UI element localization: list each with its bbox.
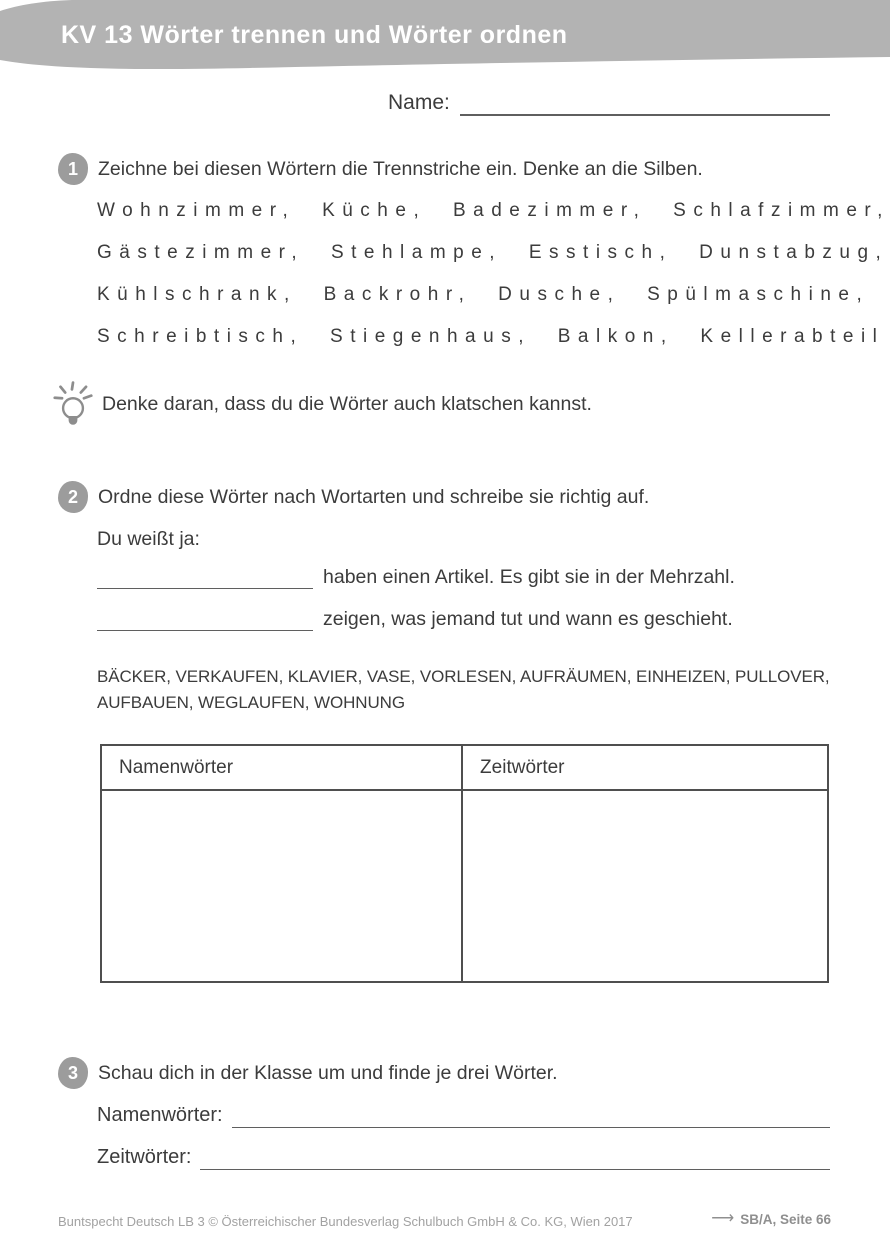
- task1-instruction: Zeichne bei diesen Wörtern die Trennstriche ein. Denke an die Silben.: [98, 157, 703, 180]
- zeitwoerter-field-row: [97, 1144, 830, 1170]
- lightbulb-icon: [52, 380, 94, 428]
- tip-row: [52, 380, 592, 428]
- name-row: [388, 90, 830, 116]
- zeitwoerter-answer-cell: [463, 791, 827, 981]
- namenwoerter-write-line: [232, 1103, 830, 1128]
- syllable-word-line: Wohnzimmer, Küche, Badezimmer, Schlafzimmer,: [97, 200, 890, 221]
- answer-blank-line: [97, 606, 313, 631]
- cloze-text: haben einen Artikel. Es gibt sie in der Mehrzahl.: [323, 566, 735, 588]
- syllable-word-line: Kühlschrank, Backrohr, Dusche, Spülmaschine,: [97, 284, 870, 305]
- task3-instruction: Schau dich in der Klasse um und finde je drei Wörter.: [98, 1061, 558, 1084]
- namenwoerter-field-label: Namenwörter:: [97, 1104, 223, 1126]
- column-header-namenwoerter: Namenwörter: [102, 746, 463, 789]
- page-title: KV 13 Wörter trennen und Wörter ordnen: [61, 21, 568, 49]
- task2-instruction: Ordne diese Wörter nach Wortarten und schreibe sie richtig auf.: [98, 485, 650, 508]
- page-reference: [711, 1211, 831, 1227]
- zeitwoerter-field-label: Zeitwörter:: [97, 1146, 192, 1168]
- right-arrow-icon: ⟶: [711, 1210, 735, 1227]
- namenwoerter-answer-cell: [102, 791, 463, 981]
- name-write-line: [460, 93, 830, 116]
- syllable-words-block: [97, 190, 890, 358]
- syllable-word-line: Gästezimmer, Stehlampe, Esstisch, Dunstabzug,: [97, 242, 889, 263]
- cloze-row: [97, 606, 733, 631]
- word-bank: [97, 664, 830, 716]
- task2-intro: Du weißt ja:: [97, 528, 200, 550]
- task1-header: [58, 153, 703, 185]
- task1-number-badge: 1: [58, 153, 88, 185]
- sorting-table-body: [102, 791, 827, 981]
- name-label: Name:: [388, 91, 450, 114]
- sorting-table: [100, 744, 829, 983]
- cloze-row: [97, 564, 735, 589]
- zeitwoerter-write-line: [200, 1145, 830, 1170]
- namenwoerter-field-row: [97, 1102, 830, 1128]
- imprint-text: Buntspecht Deutsch LB 3 © Österreichischer Bundesverlag Schulbuch GmbH & Co. KG, Wien 2017: [58, 1214, 633, 1229]
- syllable-word-line: Schreibtisch, Stiegenhaus, Balkon, Kellerabteil: [97, 326, 885, 347]
- task2-number-badge: 2: [58, 481, 88, 513]
- task3-header: [58, 1057, 558, 1089]
- page-reference-text: SB/A, Seite 66: [740, 1211, 831, 1227]
- answer-blank-line: [97, 564, 313, 589]
- word-bank-line: AUFBAUEN, WEGLAUFEN, WOHNUNG: [97, 693, 405, 712]
- task3-number-badge: 3: [58, 1057, 88, 1089]
- word-bank-line: BÄCKER, VERKAUFEN, KLAVIER, VASE, VORLESEN, AUFRÄUMEN, EINHEIZEN, PULLOVER,: [97, 667, 830, 686]
- tip-text: Denke daran, dass du die Wörter auch klatschen kannst.: [102, 392, 592, 415]
- sorting-table-header: [102, 746, 827, 791]
- cloze-text: zeigen, was jemand tut und wann es geschieht.: [323, 608, 733, 630]
- column-header-zeitwoerter: Zeitwörter: [480, 756, 565, 778]
- task2-header: [58, 481, 649, 513]
